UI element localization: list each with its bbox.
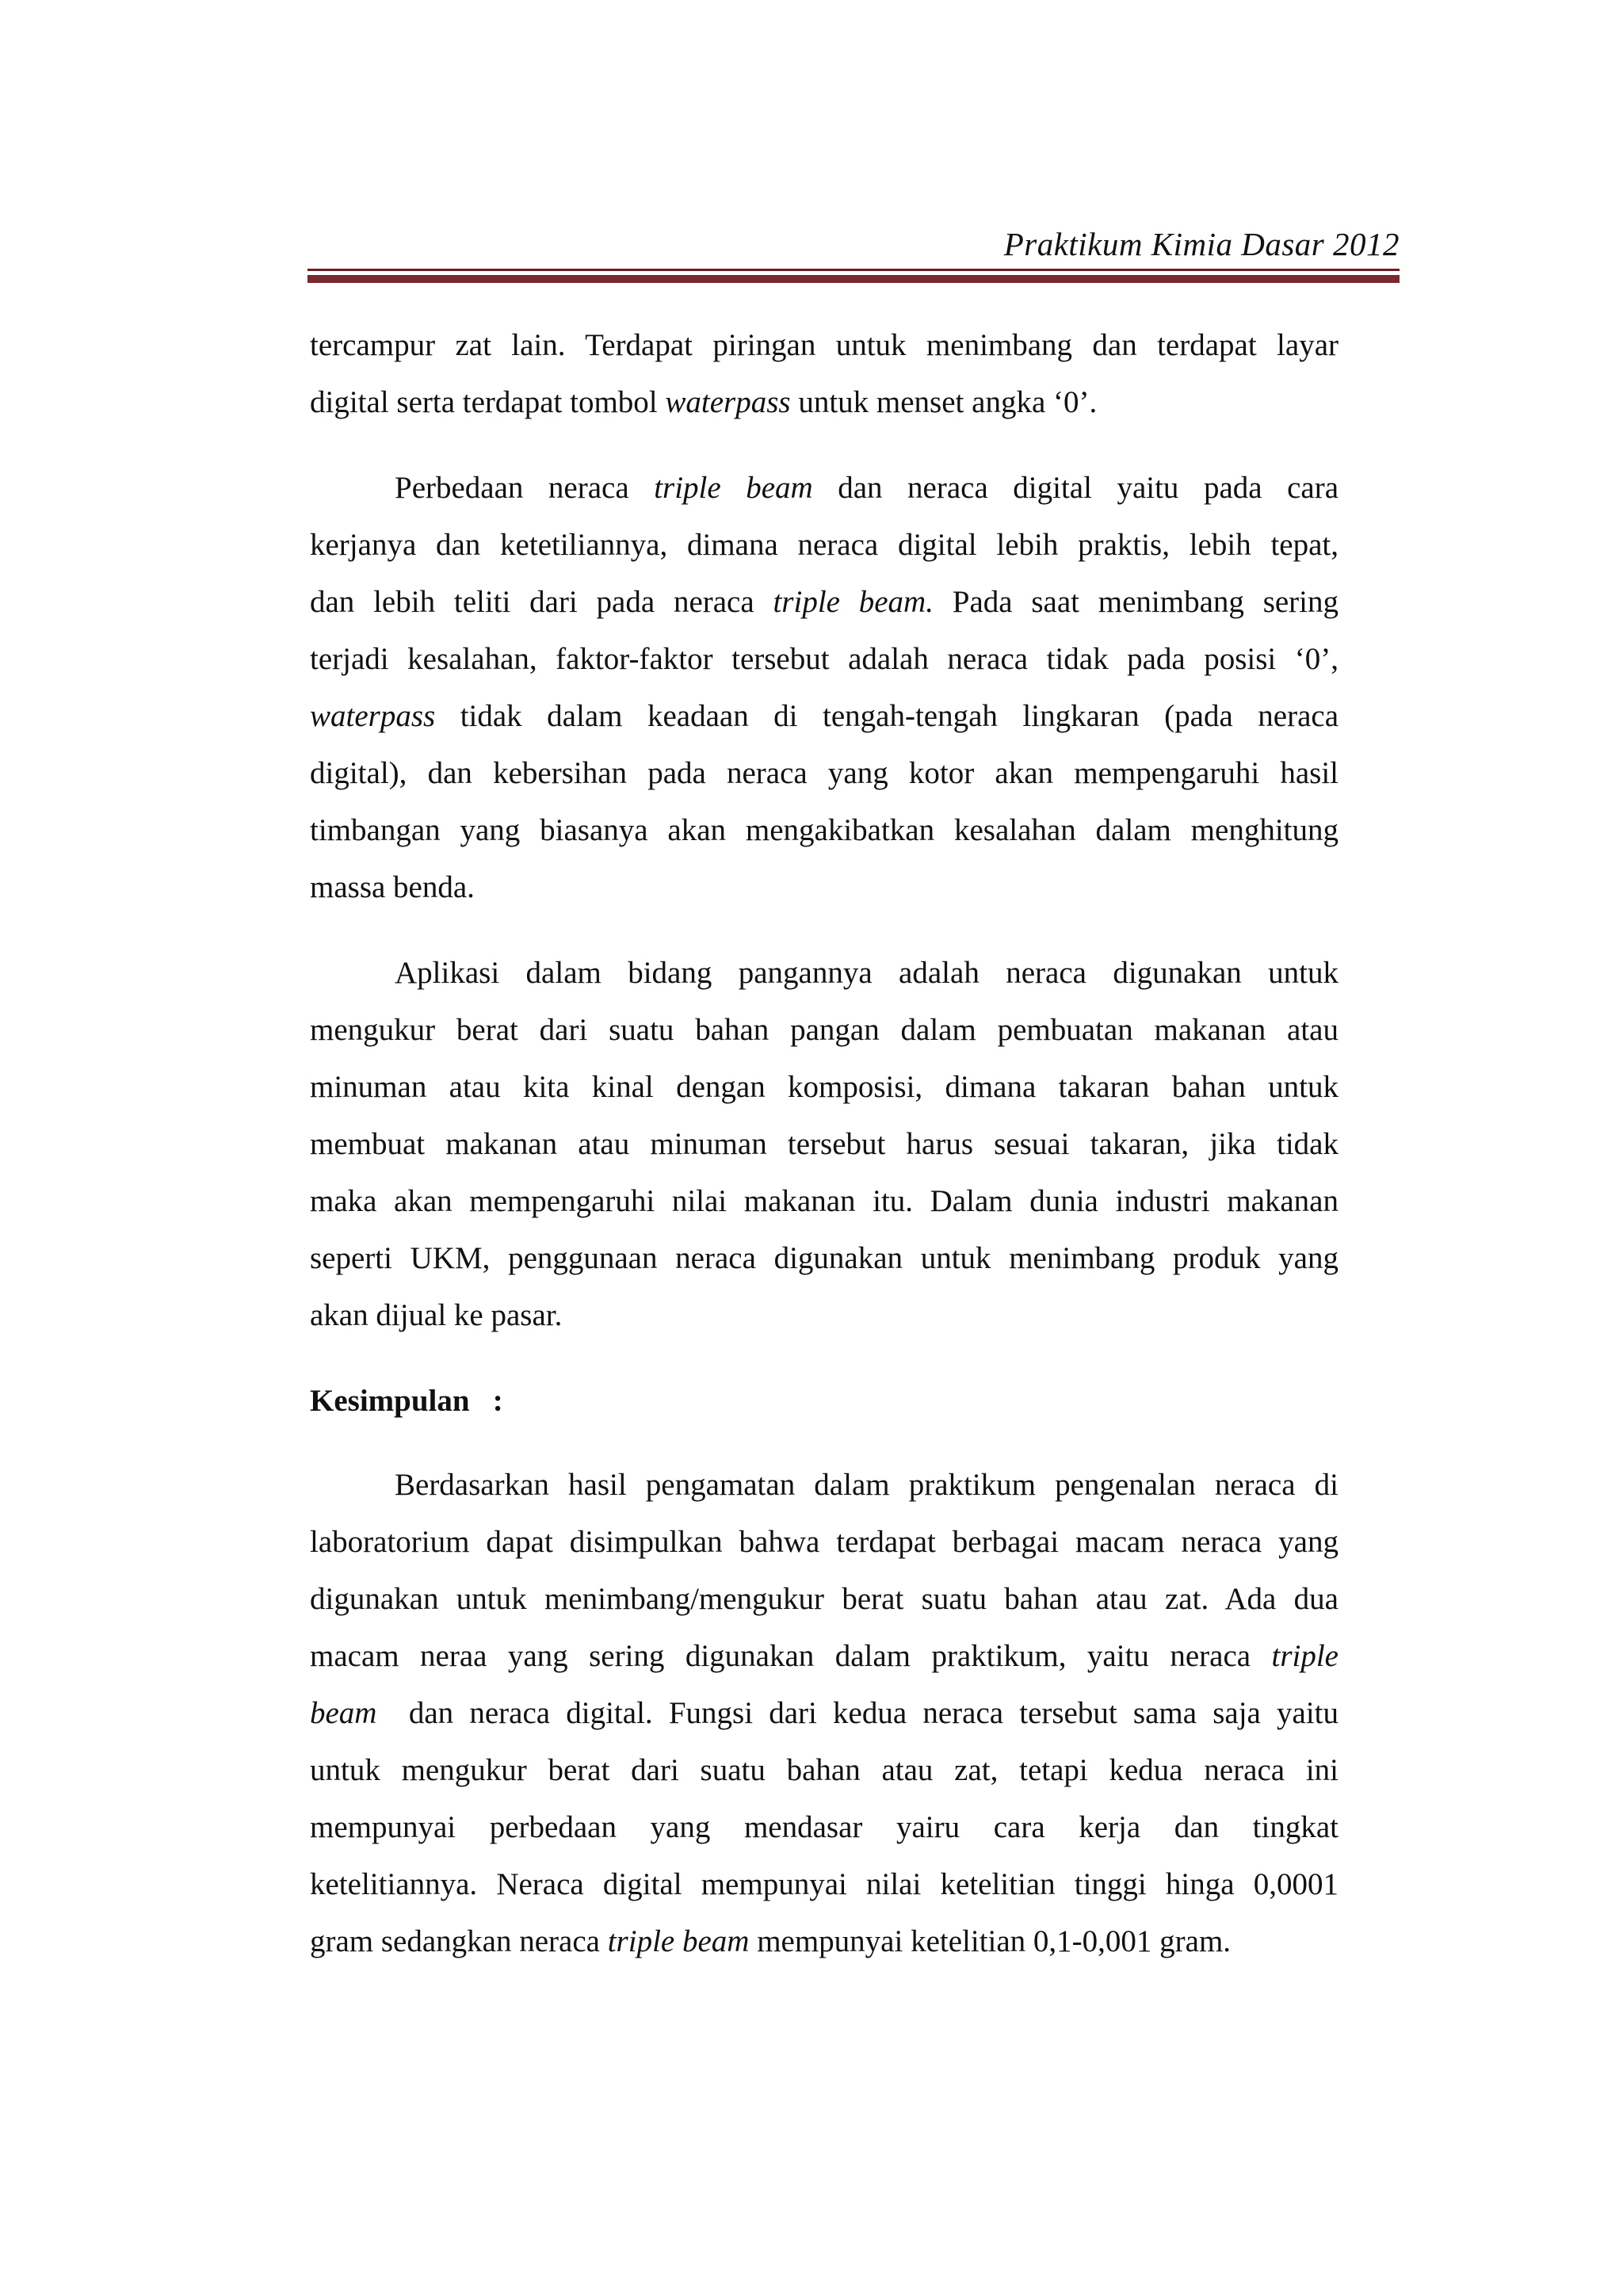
text-run: untuk menset angka ‘0’. [790, 385, 1098, 419]
text-line [310, 1628, 1338, 1685]
italic-term: beam [310, 1696, 377, 1730]
text-run: maka akan mempengaruhi nilai makanan itu. Dalam dunia industri makanan [310, 1184, 1338, 1218]
text-run: akan dijual ke pasar. [310, 1298, 563, 1332]
text-line [310, 802, 1338, 859]
text-line [310, 1685, 1338, 1742]
text-run: Aplikasi dalam bidang pangannya adalah neraca digunakan untuk [395, 956, 1338, 990]
text-line [310, 1173, 1338, 1230]
text-line [310, 1287, 1338, 1344]
text-run: seperti UKM, penggunaan neraca digunakan untuk menimbang produk yang [310, 1241, 1338, 1275]
text-run: tidak dalam keadaan di tengah-tengah lingkaran (pada neraca [435, 699, 1338, 733]
text-line [310, 1230, 1338, 1287]
text-line [310, 1002, 1338, 1059]
text-line [310, 374, 1338, 431]
text-line [310, 1059, 1338, 1116]
section-heading: Kesimpulan : [310, 1384, 503, 1418]
italic-term: triple beam [607, 1924, 750, 1958]
text-run: digunakan untuk menimbang/mengukur berat suatu bahan atau zat. Ada dua [310, 1582, 1338, 1616]
text-run: Perbedaan neraca [395, 471, 655, 505]
text-run: Pada saat menimbang sering [933, 585, 1339, 619]
text-run: macam neraa yang sering digunakan dalam praktikum, yaitu neraca [310, 1639, 1272, 1673]
text-run: digital serta terdapat tombol [310, 385, 666, 419]
text-run: massa benda. [310, 870, 475, 904]
header-rule-thick [307, 275, 1400, 283]
text-run: mengukur berat dari suatu bahan pangan dalam pembuatan makanan atau [310, 1013, 1338, 1047]
text-line [310, 688, 1338, 745]
text-run: minuman atau kita kinal dengan komposisi, dimana takaran bahan untuk [310, 1070, 1338, 1104]
text-run: digital), dan kebersihan pada neraca yang kotor akan mempengaruhi hasil [310, 756, 1338, 790]
text-line [310, 517, 1338, 574]
text-run: tercampur zat lain. Terdapat piringan untuk menimbang dan terdapat layar [310, 328, 1338, 362]
text-run: dan lebih teliti dari pada neraca [310, 585, 773, 619]
document-body [310, 317, 1338, 1999]
text-line [310, 1856, 1338, 1913]
text-line [310, 859, 1338, 916]
text-run: Berdasarkan hasil pengamatan dalam praktikum pengenalan neraca di [395, 1468, 1338, 1502]
italic-term: waterpass [310, 699, 436, 733]
text-run: untuk mengukur berat dari suatu bahan atau zat, tetapi kedua neraca ini [310, 1753, 1338, 1787]
text-line [310, 574, 1338, 631]
text-line [310, 1742, 1338, 1799]
text-run: gram sedangkan neraca [310, 1924, 608, 1958]
text-run: timbangan yang biasanya akan mengakibatkan kesalahan dalam menghitung [310, 813, 1338, 847]
text-line [310, 945, 1338, 1002]
text-run: mempunyai perbedaan yang mendasar yairu cara kerja dan tingkat [310, 1810, 1338, 1844]
text-line [310, 1799, 1338, 1856]
text-run: ketelitiannya. Neraca digital mempunyai nilai ketelitian tinggi hinga 0,0001 [310, 1867, 1338, 1901]
italic-term: waterpass [665, 385, 791, 419]
text-line [310, 631, 1338, 688]
text-line [310, 745, 1338, 802]
text-run: dan neraca digital. Fungsi dari kedua neraca tersebut sama saja yaitu [376, 1696, 1338, 1730]
paragraph-application [310, 945, 1338, 1344]
text-run: dan neraca digital yaitu pada cara [812, 471, 1338, 505]
text-line [310, 1913, 1338, 1970]
text-line [310, 1116, 1338, 1173]
italic-term: triple beam. [773, 585, 934, 619]
paragraph-comparison [310, 460, 1338, 916]
text-run: membuat makanan atau minuman tersebut harus sesuai takaran, jika tidak [310, 1127, 1338, 1161]
header-rule-thin [307, 269, 1400, 271]
italic-term: triple [1271, 1639, 1338, 1673]
paragraph-intro [310, 317, 1338, 431]
text-line [310, 1571, 1338, 1628]
header-title: Praktikum Kimia Dasar 2012 [1003, 226, 1400, 262]
text-line [310, 317, 1338, 374]
text-line [310, 1457, 1338, 1514]
italic-term: triple beam [654, 471, 813, 505]
text-run: mempunyai ketelitian 0,1-0,001 gram. [749, 1924, 1232, 1958]
text-line [310, 460, 1338, 517]
text-run: kerjanya dan ketetiliannya, dimana neraca digital lebih praktis, lebih tepat, [310, 528, 1338, 562]
text-run: terjadi kesalahan, faktor-faktor tersebut adalah neraca tidak pada posisi ‘0’, [310, 642, 1338, 676]
paragraph-conclusion [310, 1457, 1338, 1970]
text-run: laboratorium dapat disimpulkan bahwa terdapat berbagai macam neraca yang [310, 1525, 1338, 1559]
text-line [310, 1514, 1338, 1571]
